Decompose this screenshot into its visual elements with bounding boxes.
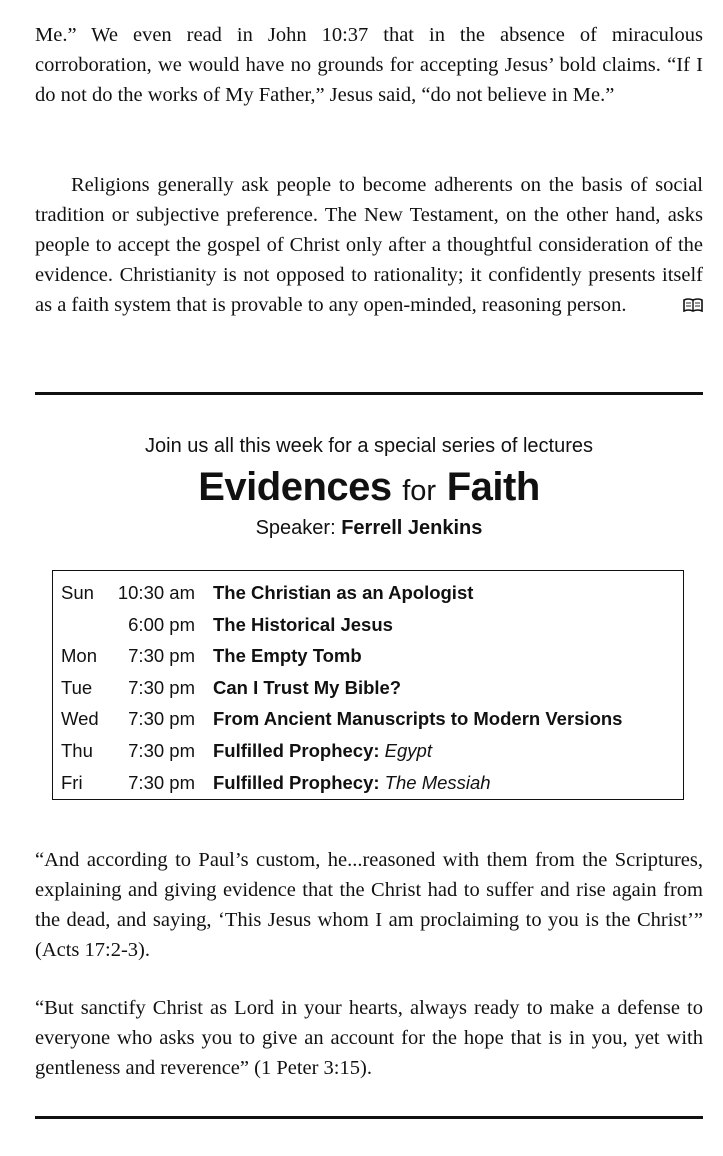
speaker-line [35,514,703,542]
title-faith: Faith [446,465,540,509]
quote-peter: “But sanctify Christ as Lord in your hearts, always ready to make a defense to everyone who asks you to give an account for the hope that is in you, yet with gentleness and reverence” (1 Peter 3:15). [35,997,703,1079]
speaker-label: Speaker: [255,517,336,539]
lecture-schedule [52,570,684,800]
title-evidences: Evidences [198,465,392,509]
topic-title: The Historical Jesus [213,613,393,635]
schedule-row [53,703,683,735]
schedule-time: 7:30 pm [128,771,195,793]
schedule-row [53,767,683,799]
schedule-time: 6:00 pm [128,613,195,635]
schedule-day: Tue [61,676,93,698]
schedule-time: 7:30 pm [128,739,195,761]
topic-title: Fulfilled Prophecy: [213,771,380,793]
speaker-name: Ferrell Jenkins [341,517,483,539]
schedule-row [53,735,683,767]
topic-title: The Christian as an Apologist [213,582,474,603]
schedule-day: Thu [61,739,93,761]
paragraph-continuation: Me.” We even read in John 10:37 that in the absence of miraculous corroboration, we would have no grounds for accepting Jesus’ bold claims. “If I do not do the works of My Father,” Jesus said, “do not believe in Me.” [35,24,703,106]
schedule-day: Sun [61,582,94,603]
section-divider-top [35,392,703,395]
schedule-topic [213,767,491,799]
schedule-row [53,640,683,672]
schedule-topic [213,703,622,735]
open-book-icon [647,291,667,305]
topic-title: The Empty Tomb [213,645,362,667]
section-divider-bottom [35,1116,703,1119]
schedule-topic [213,735,432,767]
topic-title: From Ancient Manuscripts to Modern Versions [213,708,623,730]
schedule-time: 10:30 am [117,582,195,603]
schedule-topic [213,609,393,641]
schedule-topic [213,640,362,672]
lecture-series-title [35,462,703,516]
schedule-row [53,609,683,641]
schedule-time: 7:30 pm [128,676,195,698]
schedule-day: Mon [61,645,97,667]
quote-acts: “And according to Paul’s custom, he...reasoned with them from the Scriptures, explaining and giving evidence that the Christ had to suffer and rise again from the dead, and saying, ‘This Jesus whom I am proclaiming to you is the Christ’” (Acts 17:2-3). [35,849,703,961]
schedule-topic [213,577,473,609]
topic-title: Fulfilled Prophecy: [213,739,380,761]
paragraph-religions-text: Religions generally ask people to become adherents on the basis of social tradition or subjective preference. The New Testament, on the other hand, asks people to accept the gospel of Christ only after a thoughtful consideration of the evidence. Christianity is not opposed to rationality; it confidently presents itself as a faith system that is provable to any open-minded, reasoning person. [35,174,703,316]
topic-subtitle: Egypt [384,739,432,761]
paragraph-religions [35,170,703,320]
schedule-time: 7:30 pm [128,708,195,730]
schedule-day: Fri [61,771,83,793]
schedule-row [53,577,683,609]
schedule-time: 7:30 pm [128,645,195,667]
topic-title: Can I Trust My Bible? [213,676,402,698]
schedule-topic [213,672,401,704]
announcement-intro: Join us all this week for a special series of lectures [145,435,593,457]
title-for: for [402,475,437,507]
topic-subtitle: The Messiah [384,771,491,793]
schedule-day: Wed [61,708,99,730]
schedule-row [53,672,683,704]
